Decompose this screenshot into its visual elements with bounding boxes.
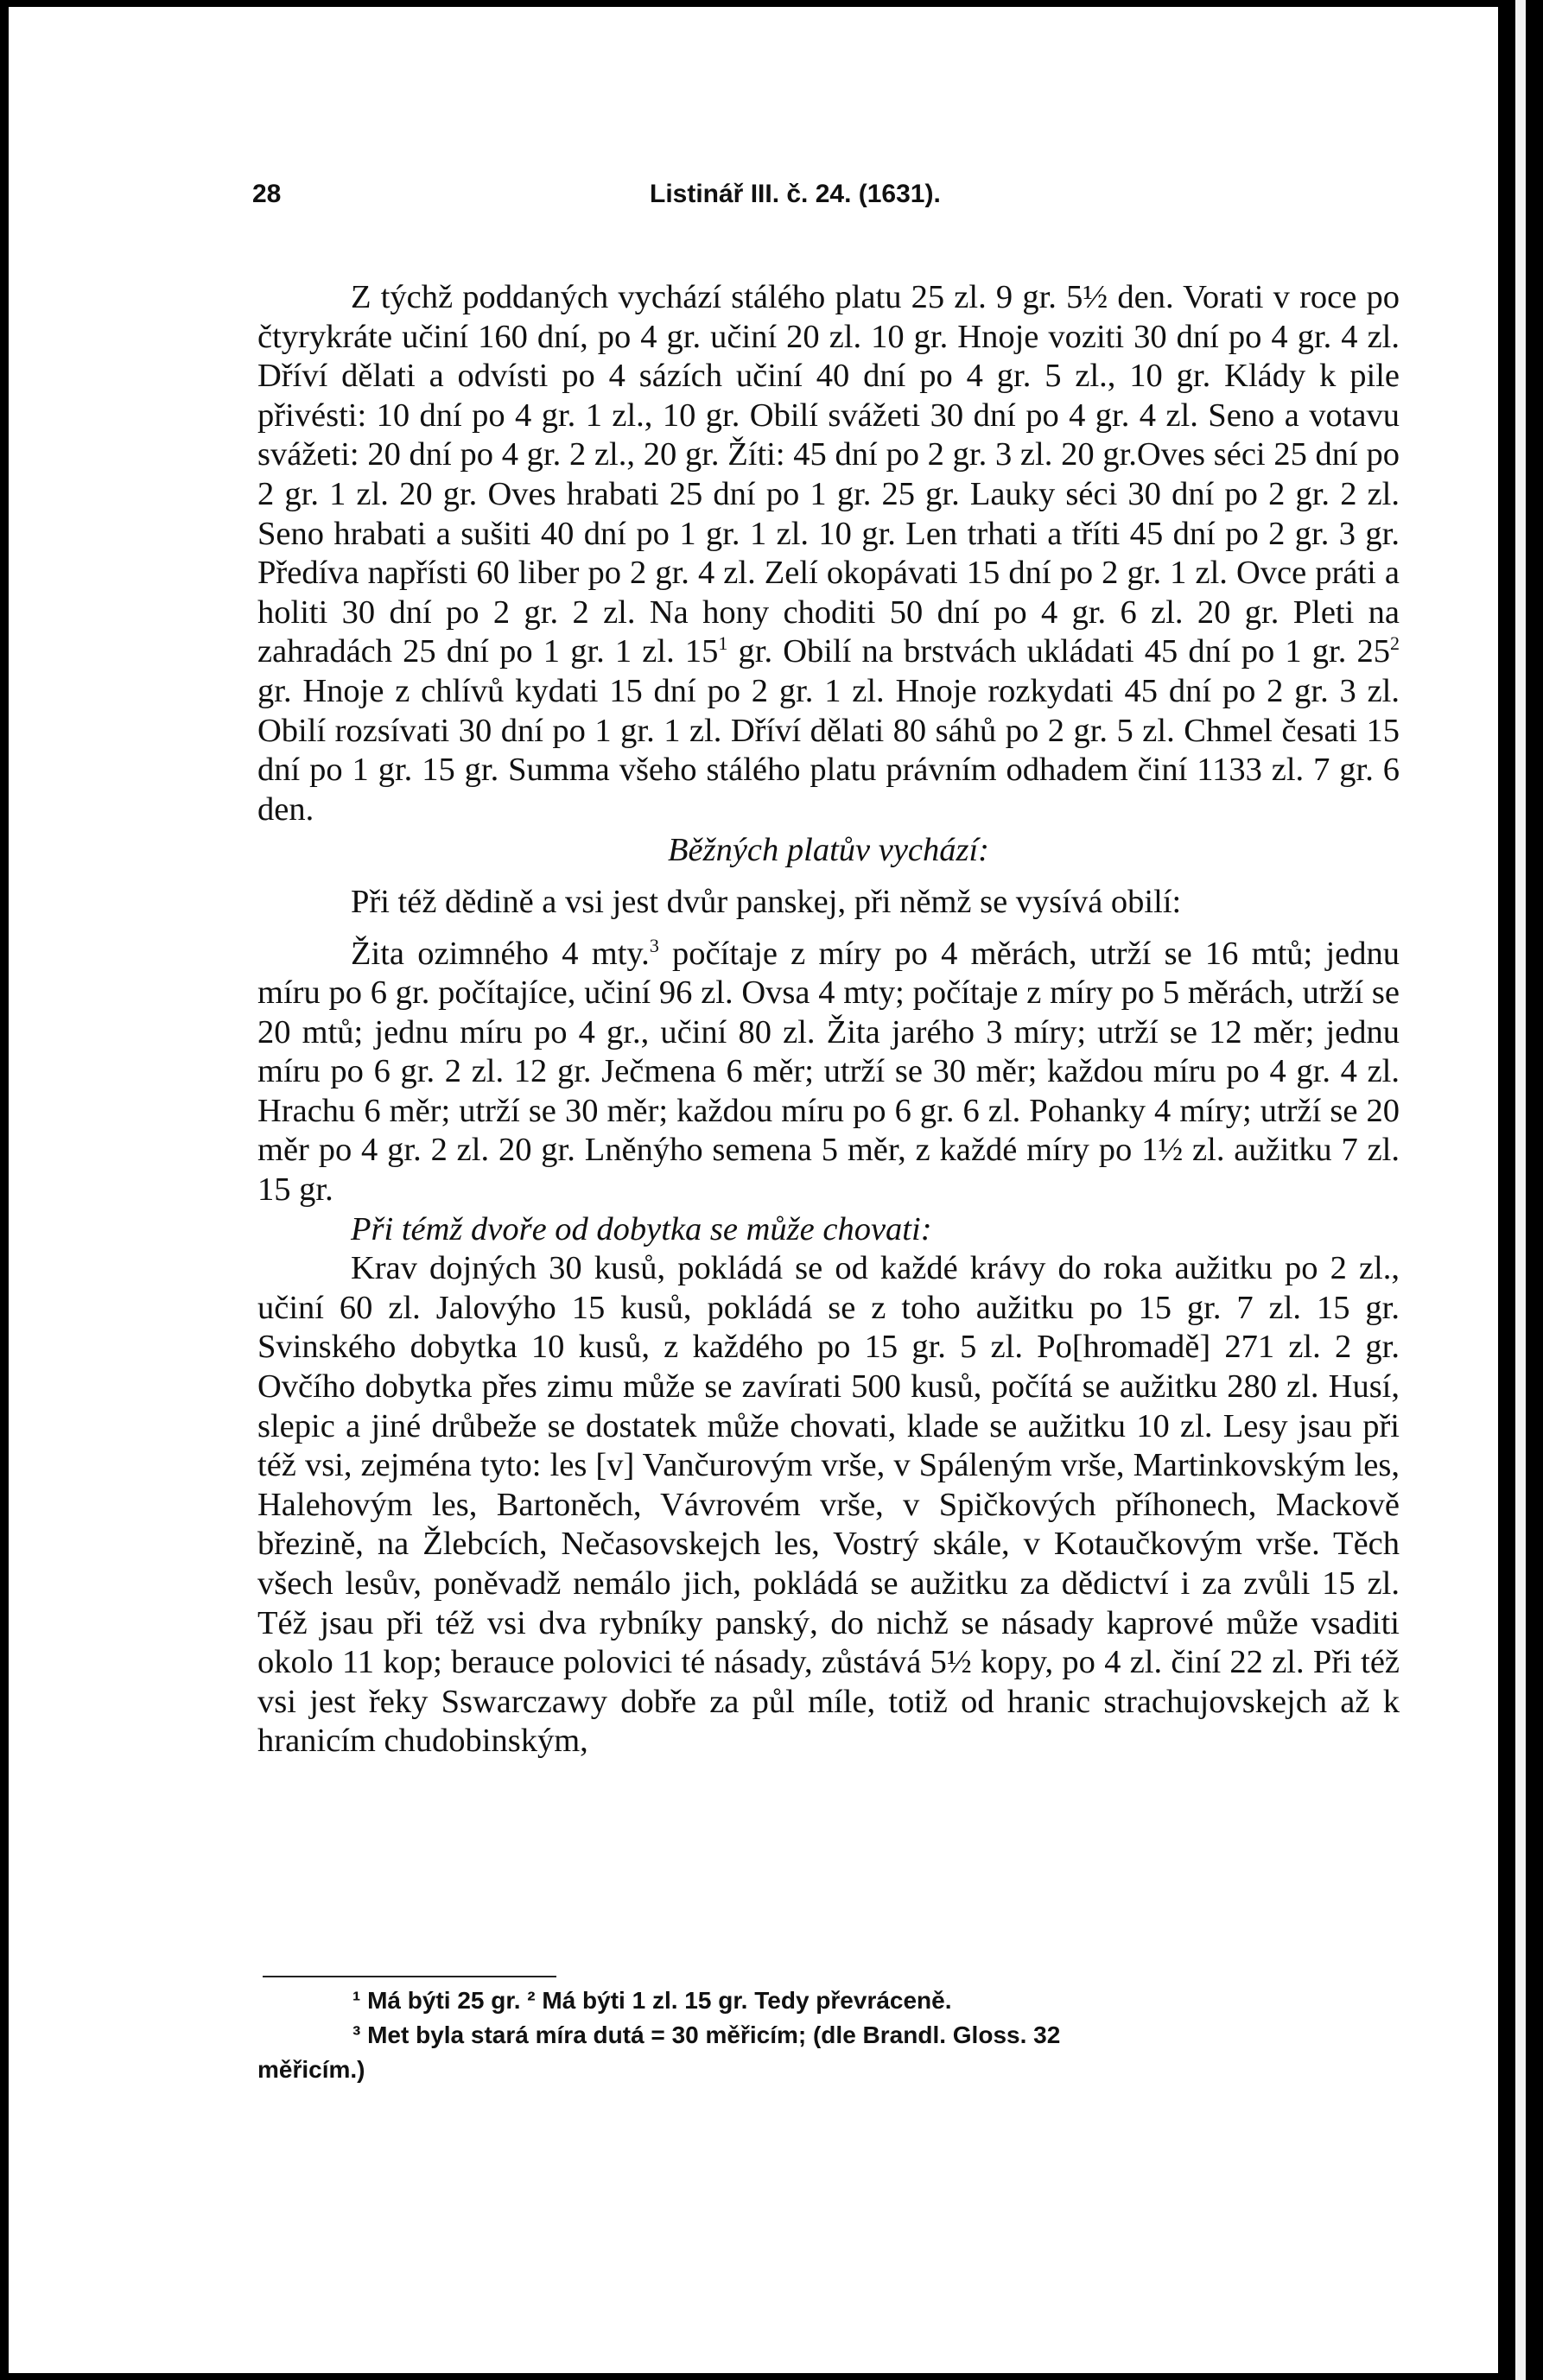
main-text xyxy=(257,278,1400,1761)
footnote-marker: 2 xyxy=(1390,632,1400,655)
footnote-marker: 1 xyxy=(718,632,728,655)
paragraph-text: Z týchž poddaných vychází stálého platu 25 zl. 9 gr. 5½ den. Vorati v roce po čtyrykráte učiní 160 dní, po 4 gr. učiní 20 zl. 10 gr. Hnoje voziti 30 dní po 4 gr. 4 zl. Dříví dělati a odvísti po 4 sázích učiní 40 dní po 4 gr. 5 zl., 10 gr. Klády k pile přivésti: 10 dní po 4 gr. 1 zl., 10 gr. Obilí svážeti 30 dní po 4 gr. 4 zl. Seno a votavu svážeti: 20 dní po 4 gr. 2 zl., 20 gr. Žíti: 45 dní po 2 gr. 3 zl. 20 gr.Oves séci 25 dní po 2 gr. 1 zl. 20 gr. Oves hrabati 25 dní po 1 gr. 25 gr. Lauky séci 30 dní po 2 gr. 2 zl. Seno hrabati a sušiti 40 dní po 1 gr. 1 zl. 10 gr. Len trhati a tříti 45 dní po 2 gr. 3 gr. Předíva napřísti 60 liber po 2 gr. 4 zl. Zelí okopávati 15 dní po 2 gr. 1 zl. Ovce práti a holiti 30 dní po 2 gr. 2 zl. Na hony choditi 50 dní po 4 gr. 6 zl. 20 gr. Pleti na zahradách 25 dní po 1 gr. 1 zl. 15 xyxy=(257,279,1400,670)
footnotes xyxy=(257,1983,1400,2087)
footnote-marker: 3 xyxy=(649,934,659,956)
page-header xyxy=(252,180,1410,223)
section-heading: Při témž dvoře od dobytka se může chovati: xyxy=(351,1210,932,1247)
footnote-divider xyxy=(263,1976,556,1977)
paragraph: Při též dědině a vsi jest dvůr panskej, při němž se vysívá obilí: xyxy=(351,883,1182,920)
section-heading: Běžných platův vychází: xyxy=(667,832,989,869)
page-number: 28 xyxy=(252,180,282,208)
scan-border-left xyxy=(0,0,9,2380)
scan-border-bottom xyxy=(0,2373,1543,2380)
paragraph xyxy=(257,935,1400,1210)
paragraph-text: gr. Hnoje z chlívů kydati 15 dní po 2 gr. 1 zl. Hnoje rozkydati 45 dní po 2 gr. 3 zl. Obilí rozsívati 30 dní po 1 gr. 1 zl. Dříví dělati 80 sáhů po 2 gr. 5 zl. Chmel česati 15 dní po 1 gr. 15 gr. Summa všeho stálého platu právním odhadem činí 1133 zl. 7 gr. 6 den. xyxy=(257,672,1400,828)
scan-border-right-inner xyxy=(1515,0,1526,2380)
paragraph-text: počítaje z míry po 4 měrách, utrží se 16 mtů; jednu míru po 6 gr. počítajíce, učiní 96 zl. Ovsa 4 mty; počítaje z míry po 5 měrách, utrží se 20 mtů; jednu míru po 4 gr., učiní 80 zl. Žita jarého 3 míry; utrží se 12 měr; jednu míru po 6 gr. 2 zl. 12 gr. Ječmena 6 měr; utrží se 30 měr; každou míru po 4 gr. 4 zl. Hrachu 6 měr; utrží se 30 měr; každou míru po 6 gr. 6 zl. Pohanky 4 míry; utrží se 20 měr po 4 gr. 2 zl. 20 gr. Lněnýho semena 5 měr, z každé míry po 1½ zl. aužitku 7 zl. 15 gr. xyxy=(257,935,1400,1209)
paragraph xyxy=(257,278,1400,829)
paragraph-text: Žita ozimného 4 mty. xyxy=(351,935,650,972)
scan-border-top xyxy=(0,0,1543,7)
running-title: Listinář III. č. 24. (1631). xyxy=(650,180,941,208)
footnote-line: ³ Met byla stará míra dutá = 30 měřicím; (dle Brandl. Gloss. 32 xyxy=(352,2021,1061,2048)
footnote-line: ¹ Má býti 25 gr. ² Má býti 1 zl. 15 gr. Tedy převráceně. xyxy=(352,1987,952,2014)
paragraph: Krav dojných 30 kusů, pokládá se od každé krávy do roka aužitku po 2 zl., učiní 60 zl. Jalovýho 15 kusů, pokládá se z toho aužitku po 15 gr. 7 zl. 15 gr. Svinského dobytka 10 kusů, z každého po 15 gr. 5 zl. Po[hromadě] 271 zl. 2 gr. Ovčího dobytka přes zimu může se zavírati 500 kusů, počítá se aužitku 280 zl. Husí, slepic a jiné drůbeže se dostatek může chovati, klade se aužitku 10 zl. Lesy jsau při též vsi, zejména tyto: les [v] Vančurovým vrše, v Spáleným vrše, Martinkovským les, Halehovým les, Bartoněch, Vávrovém vrše, v Spičkových příhonech, Mackově březině, na Žlebcích, Nečasovskejch les, Vostrý skále, v Kotaučkovým vrše. Těch všech lesův, poněvadž nemálo jich, pokládá se aužitku za dědictví i za zvůli 15 zl. Též jsau při též vsi dva rybníky panský, do nichž se násady kaprové může vsaditi okolo 11 kop; berauce polovici té násady, zůstává 5½ kopy, po 4 zl. činí 22 zl. Při též vsi jest řeky Sswarczawy dobře za půl míle, totiž od hranic strachujovskejch až k hranicím chudobinským, xyxy=(257,1250,1400,1760)
footnote-line: měřicím.) xyxy=(257,2056,365,2083)
paragraph-text: gr. Obilí na brstvách ukládati 45 dní po 1 gr. 25 xyxy=(727,633,1390,670)
